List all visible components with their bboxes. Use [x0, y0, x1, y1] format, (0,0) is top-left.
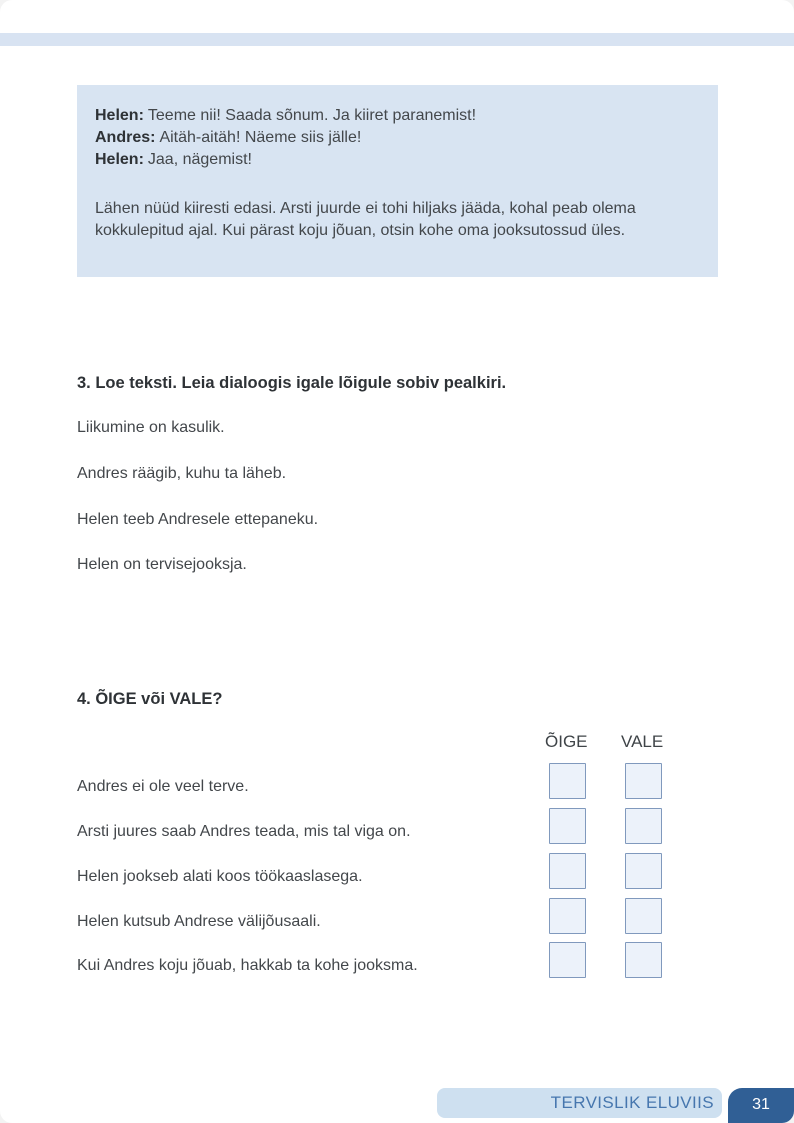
exercise4-statement: Helen kutsub Andrese välijõusaali.	[77, 913, 321, 930]
dialog-line-text: Teeme nii! Saada sõnum. Ja kiiret paranemist!	[147, 107, 477, 124]
checkbox-oige-4[interactable]	[549, 898, 586, 934]
top-accent-bar	[0, 33, 794, 46]
checkbox-vale-1[interactable]	[625, 763, 662, 799]
exercise3-option: Andres räägib, kuhu ta läheb.	[77, 465, 287, 482]
dialog-paragraph: Lähen nüüd kiiresti edasi. Arsti juurde ei tohi hiljaks jääda, kohal peab olema kokkulepitud ajal. Kui pärast koju jõuan, otsin kohe oma jooksutossud üles.	[95, 200, 636, 239]
dialog-line	[95, 127, 700, 149]
checkbox-oige-5[interactable]	[549, 942, 586, 978]
checkbox-oige-2[interactable]	[549, 808, 586, 844]
footer-section-bar	[437, 1088, 722, 1118]
dialog-line	[95, 105, 700, 127]
exercise4-statement: Arsti juures saab Andres teada, mis tal viga on.	[77, 823, 411, 840]
checkbox-vale-3[interactable]	[625, 853, 662, 889]
dialog-text-box	[77, 85, 718, 277]
dialog-line-text: Aitäh-aitäh! Näeme siis jälle!	[159, 129, 362, 146]
dialog-line	[95, 149, 700, 171]
checkbox-vale-2[interactable]	[625, 808, 662, 844]
checkbox-oige-1[interactable]	[549, 763, 586, 799]
exercise4-statement: Andres ei ole veel terve.	[77, 778, 249, 795]
dialog-speaker: Helen:	[95, 151, 144, 168]
column-header-vale: VALE	[621, 732, 664, 751]
exercise4-statement: Helen jookseb alati koos töökaaslasega.	[77, 868, 363, 885]
exercise3-heading: 3. Loe teksti. Leia dialoogis igale lõigule sobiv pealkiri.	[77, 374, 507, 392]
dialog-speaker: Helen:	[95, 107, 144, 124]
page-number: 31	[752, 1095, 770, 1113]
exercise4-statement: Kui Andres koju jõuab, hakkab ta kohe jooksma.	[77, 957, 418, 974]
exercise3-option: Helen teeb Andresele ettepaneku.	[77, 511, 319, 528]
exercise3-option: Liikumine on kasulik.	[77, 419, 225, 436]
exercise4-heading: 4. ÕIGE või VALE?	[77, 690, 223, 708]
column-header-oige: ÕIGE	[545, 732, 588, 751]
page-number-badge	[728, 1088, 794, 1123]
dialog-speaker: Andres:	[95, 129, 156, 146]
checkbox-vale-5[interactable]	[625, 942, 662, 978]
footer-section-label: TERVISLIK ELUVIIS	[550, 1093, 714, 1112]
checkbox-vale-4[interactable]	[625, 898, 662, 934]
dialog-line-text: Jaa, nägemist!	[147, 151, 252, 168]
exercise3-option: Helen on tervisejooksja.	[77, 556, 247, 573]
checkbox-oige-3[interactable]	[549, 853, 586, 889]
